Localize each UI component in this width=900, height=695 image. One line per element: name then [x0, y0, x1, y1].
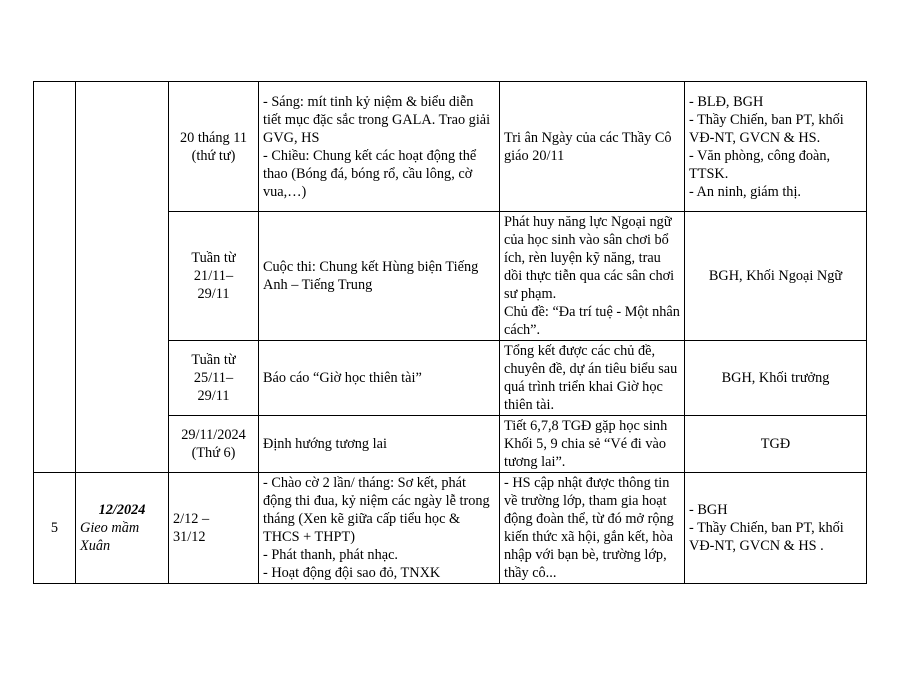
month-cell: [76, 82, 169, 473]
goal-line: Tiết 6,7,8 TGĐ gặp học sinh Khối 5, 9 chia sẻ “Vé đi vào tương lai”.: [504, 418, 668, 470]
table-row: [34, 473, 867, 584]
owner-line: - Thầy Chiến, ban PT, khối VĐ-NT, GVCN & HS .: [689, 520, 844, 554]
goal-line: Tổng kết được các chủ đề, chuyên đề, dự án tiêu biểu sau quá trình triển khai Giờ học thiên tài.: [504, 343, 678, 413]
content-cell: [259, 473, 500, 584]
content-cell: [259, 212, 500, 341]
time-line: 29/11: [197, 388, 230, 404]
stt-cell: 5: [34, 473, 76, 584]
time-line: 29/11/2024: [181, 427, 246, 443]
content-line: - Chào cờ 2 lần/ tháng: Sơ kết, phát động thi đua, kỷ niệm các ngày lễ trong tháng (Xen kẽ giữa cấp tiểu học & THCS + THPT): [263, 475, 490, 545]
time-line: Tuần từ: [191, 352, 236, 368]
owner-cell: [685, 473, 867, 584]
goal-line: Tri ân Ngày của các Thầy Cô giáo 20/11: [504, 129, 672, 164]
time-line: 25/11–: [193, 370, 234, 386]
time-cell: [169, 82, 259, 212]
owner-line: - Thầy Chiến, ban PT, khối VĐ-NT, GVCN & HS.: [689, 111, 844, 146]
content-cell: [259, 416, 500, 473]
owner-line: TGĐ: [760, 436, 791, 452]
time-line: (thứ tư): [191, 147, 236, 164]
goal-cell: [500, 82, 685, 212]
month-label: 12/2024: [98, 502, 146, 518]
owner-line: - Văn phòng, công đoàn, TTSK.: [689, 147, 831, 182]
goal-cell: [500, 341, 685, 416]
content-line: Báo cáo “Giờ học thiên tài”: [263, 370, 422, 386]
time-line: 29/11: [197, 286, 230, 302]
owner-line: - An ninh, giám thị.: [689, 183, 801, 200]
activity-plan-table: [33, 81, 867, 584]
month-cell: [76, 473, 169, 584]
content-cell: [259, 341, 500, 416]
time-line: Tuần từ: [191, 250, 236, 266]
owner-line: BGH, Khối Ngoại Ngữ: [708, 268, 843, 284]
content-line: Cuộc thi: Chung kết Hùng biện Tiếng Anh – Tiếng Trung: [263, 259, 479, 293]
goal-cell: [500, 473, 685, 584]
owner-cell: [685, 341, 867, 416]
content-line: - Chiều: Chung kết các hoạt động thể thao (Bóng đá, bóng rổ, cầu lông, cờ vua,…): [263, 147, 477, 200]
goal-line: Phát huy năng lực Ngoại ngữ của học sinh vào sân chơi bổ ích, rèn luyện kỹ năng, trau dồi thực tiễn qua các sân chơi sư phạm.: [504, 214, 675, 302]
time-line: 20 tháng 11: [180, 129, 247, 146]
content-line: - Hoạt động đội sao đỏ, TNXK: [263, 565, 441, 581]
stt-cell: [34, 82, 76, 473]
time-line: 2/12 –: [173, 511, 210, 527]
owner-cell: [685, 416, 867, 473]
content-line: - Phát thanh, phát nhạc.: [263, 547, 398, 563]
time-cell: [169, 212, 259, 341]
month-theme: Gieo mầm Xuân: [80, 520, 140, 554]
time-cell: [169, 473, 259, 584]
goal-line: - HS cập nhật được thông tin về trường lớp, tham gia hoạt động đoàn thể, từ đó mở rộng kiến thức xã hội, gắn kết, hòa nhập với bạn bè, trường lớp, thầy cô...: [504, 475, 674, 581]
owner-cell: [685, 212, 867, 341]
owner-cell: [685, 82, 867, 212]
owner-line: - BGH: [689, 502, 728, 518]
goal-cell: [500, 212, 685, 341]
goal-cell: [500, 416, 685, 473]
goal-line: Chủ đề: “Đa trí tuệ - Một nhân cách”.: [504, 304, 680, 338]
time-cell: [169, 341, 259, 416]
content-cell: [259, 82, 500, 212]
table-row: [34, 82, 867, 212]
time-line: 21/11–: [193, 268, 234, 284]
content-line: - Sáng: mít tinh kỷ niệm & biểu diễn tiết mục đặc sắc trong GALA. Trao giải GVG, HS: [263, 93, 491, 146]
time-line: (Thứ 6): [191, 445, 236, 461]
content-line: Định hướng tương lai: [263, 436, 387, 452]
owner-line: - BLĐ, BGH: [689, 93, 764, 110]
time-line: 31/12: [173, 529, 206, 545]
time-cell: [169, 416, 259, 473]
owner-line: BGH, Khối trưởng: [721, 370, 830, 386]
